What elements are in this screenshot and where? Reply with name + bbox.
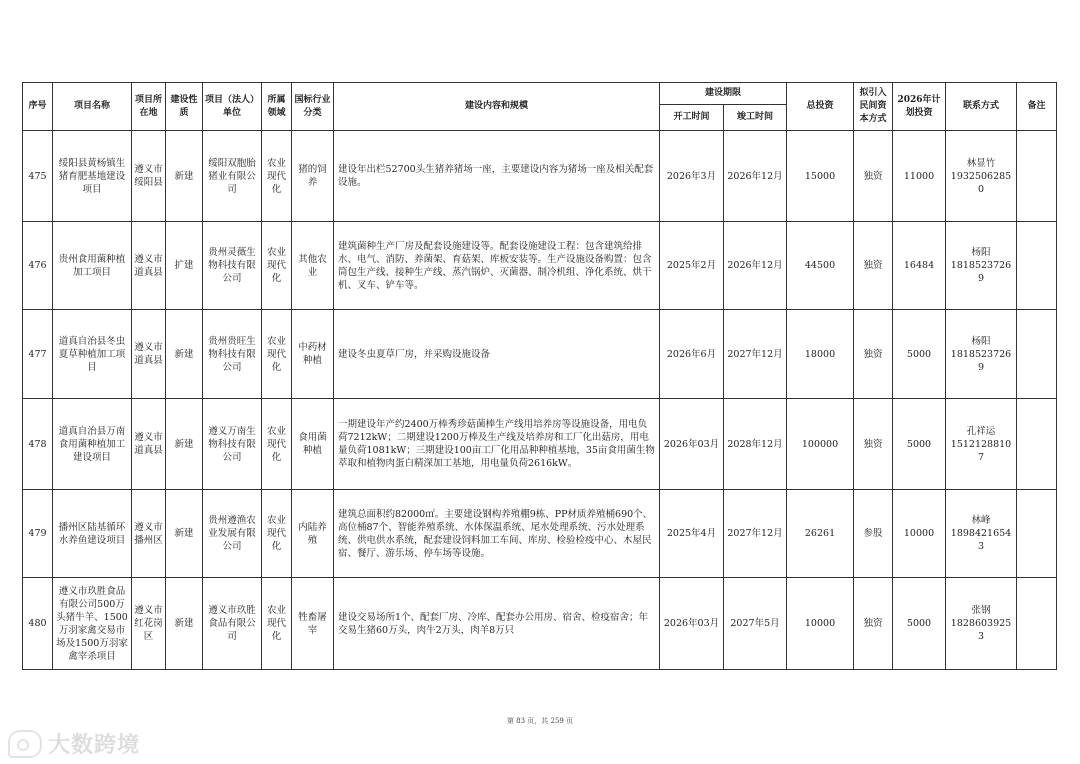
cell-seq: 480 <box>23 578 53 670</box>
cell-total: 10000 <box>787 578 854 670</box>
header-start: 开工时间 <box>660 105 724 131</box>
cell-location: 遵义市道真县 <box>132 310 166 399</box>
table-row <box>23 222 1057 310</box>
header-nature: 建设性质 <box>166 83 203 131</box>
cell-content: 一期建设年产约2400万棒秀珍菇菌棒生产线用培养房等设施设备，用电负荷7212kW；二期建设1200万棒及生产线及培养房和工厂化出菇房，用电量负荷1081kW；三期建设100亩工厂化用品种种植基地，35亩食用菌生物萃取和植物肉蛋白精深加工基地，用电量负荷2616kW。 <box>334 399 660 490</box>
cell-contact: 杨阳 18185237269 <box>946 222 1017 310</box>
cell-contact: 杨阳 18185237269 <box>946 310 1017 399</box>
cell-plan: 16484 <box>893 222 946 310</box>
cell-field: 农业现代化 <box>262 490 292 578</box>
cell-seq: 476 <box>23 222 53 310</box>
table-row <box>23 399 1057 490</box>
cell-name: 播州区陆基循环水养鱼建设项目 <box>53 490 132 578</box>
cell-name: 贵州食用菌种植加工项目 <box>53 222 132 310</box>
cell-content: 建设交易场所1个、配套厂房、冷库、配套办公用房、宿舍、检疫宿舍；年交易生猪60万头，肉牛2万头，肉羊8万只 <box>334 578 660 670</box>
cell-name: 绥阳县黄杨镇生猪育肥基地建设项目 <box>53 131 132 222</box>
cell-content: 建设冬虫夏草厂房，并采购设施设备 <box>334 310 660 399</box>
header-remark: 备注 <box>1017 83 1057 131</box>
cell-private: 独资 <box>854 578 893 670</box>
project-table <box>22 82 1057 670</box>
cell-unit: 遵义市玖胜食品有限公司 <box>203 578 262 670</box>
cell-end: 2027年5月 <box>724 578 787 670</box>
header-field: 所属领域 <box>262 83 292 131</box>
cell-contact: 林峰 18984216543 <box>946 490 1017 578</box>
table-row <box>23 131 1057 222</box>
cell-seq: 475 <box>23 131 53 222</box>
cell-industry: 食用菌种植 <box>292 399 334 490</box>
cell-plan: 5000 <box>893 310 946 399</box>
header-contact: 联系方式 <box>946 83 1017 131</box>
cell-seq: 479 <box>23 490 53 578</box>
cell-plan: 11000 <box>893 131 946 222</box>
header-content: 建设内容和规模 <box>334 83 660 131</box>
table-row <box>23 490 1057 578</box>
cell-plan: 5000 <box>893 578 946 670</box>
cell-unit: 贵州遵渔农业发展有限公司 <box>203 490 262 578</box>
cell-start: 2026年3月 <box>660 131 724 222</box>
table-row <box>23 578 1057 670</box>
cell-start: 2025年2月 <box>660 222 724 310</box>
cell-total: 44500 <box>787 222 854 310</box>
cell-industry: 中药材种植 <box>292 310 334 399</box>
cell-remark <box>1017 399 1057 490</box>
header-private: 拟引入民间资本方式 <box>854 83 893 131</box>
cell-name: 道真自治县冬虫夏草种植加工项目 <box>53 310 132 399</box>
cell-field: 农业现代化 <box>262 578 292 670</box>
cell-industry: 其他农业 <box>292 222 334 310</box>
cell-end: 2027年12月 <box>724 310 787 399</box>
cell-plan: 5000 <box>893 399 946 490</box>
cell-seq: 478 <box>23 399 53 490</box>
cell-end: 2028年12月 <box>724 399 787 490</box>
cell-location: 遵义市道真县 <box>132 399 166 490</box>
cell-total: 100000 <box>787 399 854 490</box>
cell-field: 农业现代化 <box>262 131 292 222</box>
cell-location: 遵义市道真县 <box>132 222 166 310</box>
cell-end: 2027年12月 <box>724 490 787 578</box>
cell-remark <box>1017 310 1057 399</box>
cell-content: 建筑菌种生产厂房及配套设施建设等。配套设施建设工程：包含建筑给排水、电气、消防、养菌架、育菇架、库板安装等。生产设施设备购置：包含筒包生产线、接种生产线、蒸汽锅炉、灭菌器、制冷机组、净化系统、烘干机、叉车、铲车等。 <box>334 222 660 310</box>
cell-unit: 遵义万南生物科技有限公司 <box>203 399 262 490</box>
header-seq: 序号 <box>23 83 53 131</box>
cell-start: 2026年03月 <box>660 578 724 670</box>
cell-location: 遵义市红花岗区 <box>132 578 166 670</box>
cell-start: 2025年4月 <box>660 490 724 578</box>
watermark <box>8 728 140 759</box>
cell-end: 2026年12月 <box>724 222 787 310</box>
header-row <box>23 83 1057 105</box>
cell-contact: 林显竹 19325062850 <box>946 131 1017 222</box>
cell-contact: 张钢 18286039253 <box>946 578 1017 670</box>
watermark-text: 大数跨境 <box>48 733 141 758</box>
cell-field: 农业现代化 <box>262 399 292 490</box>
cell-nature: 新建 <box>166 490 203 578</box>
cell-content: 建设年出栏52700头生猪养猪场一座，主要建设内容为猪场一座及相关配套设施。 <box>334 131 660 222</box>
cell-start: 2026年03月 <box>660 399 724 490</box>
header-total: 总投资 <box>787 83 854 131</box>
cell-nature: 扩建 <box>166 222 203 310</box>
cell-unit: 绥阳双胞胎猪业有限公司 <box>203 131 262 222</box>
header-plan: 2026年计划投资 <box>893 83 946 131</box>
cell-nature: 新建 <box>166 131 203 222</box>
header-location: 项目所在地 <box>132 83 166 131</box>
cell-remark <box>1017 131 1057 222</box>
header-period: 建设期限 <box>660 83 787 105</box>
cell-unit: 贵州贵旺生物科技有限公司 <box>203 310 262 399</box>
table-row <box>23 310 1057 399</box>
cell-industry: 猪的饲养 <box>292 131 334 222</box>
cell-field: 农业现代化 <box>262 310 292 399</box>
cell-field: 农业现代化 <box>262 222 292 310</box>
cell-total: 26261 <box>787 490 854 578</box>
cell-location: 遵义市播州区 <box>132 490 166 578</box>
cell-industry: 牲畜屠宰 <box>292 578 334 670</box>
cell-private: 独资 <box>854 131 893 222</box>
header-industry: 国标行业分类 <box>292 83 334 131</box>
cell-content: 建筑总面积约82000㎡。主要建设钢构养殖棚9栋、PP材质养殖桶690个、高位桶87个、智能养殖系统、水体保温系统、尾水处理系统、污水处理系统、供电供水系统，配套建设饲料加工车间、库房、检验检疫中心、木屋民宿、餐厅、游乐场、停车场等设施。 <box>334 490 660 578</box>
cell-total: 18000 <box>787 310 854 399</box>
cell-total: 15000 <box>787 131 854 222</box>
cell-location: 遵义市绥阳县 <box>132 131 166 222</box>
cell-unit: 贵州灵薇生物科技有限公司 <box>203 222 262 310</box>
cell-seq: 477 <box>23 310 53 399</box>
cell-nature: 新建 <box>166 310 203 399</box>
page-footer: 第 83 页，共 259 页 <box>506 717 574 725</box>
header-end: 竣工时间 <box>724 105 787 131</box>
cell-nature: 新建 <box>166 399 203 490</box>
cell-name: 遵义市玖胜食品有限公司500万头猪牛羊、1500万羽家禽交易市场及1500万羽家禽宰杀项目 <box>53 578 132 670</box>
cell-remark <box>1017 490 1057 578</box>
cell-start: 2026年6月 <box>660 310 724 399</box>
header-unit: 项目（法人）单位 <box>203 83 262 131</box>
cell-private: 独资 <box>854 310 893 399</box>
header-name: 项目名称 <box>53 83 132 131</box>
cell-remark <box>1017 578 1057 670</box>
watermark-logo-icon <box>8 730 42 758</box>
cell-private: 参股 <box>854 490 893 578</box>
cell-private: 独资 <box>854 222 893 310</box>
cell-remark <box>1017 222 1057 310</box>
cell-private: 独资 <box>854 399 893 490</box>
table-body <box>23 131 1057 670</box>
cell-industry: 内陆养殖 <box>292 490 334 578</box>
cell-name: 道真自治县万南食用菌种植加工建设项目 <box>53 399 132 490</box>
cell-contact: 孔祥运 15121288107 <box>946 399 1017 490</box>
cell-plan: 10000 <box>893 490 946 578</box>
cell-end: 2026年12月 <box>724 131 787 222</box>
cell-nature: 新建 <box>166 578 203 670</box>
